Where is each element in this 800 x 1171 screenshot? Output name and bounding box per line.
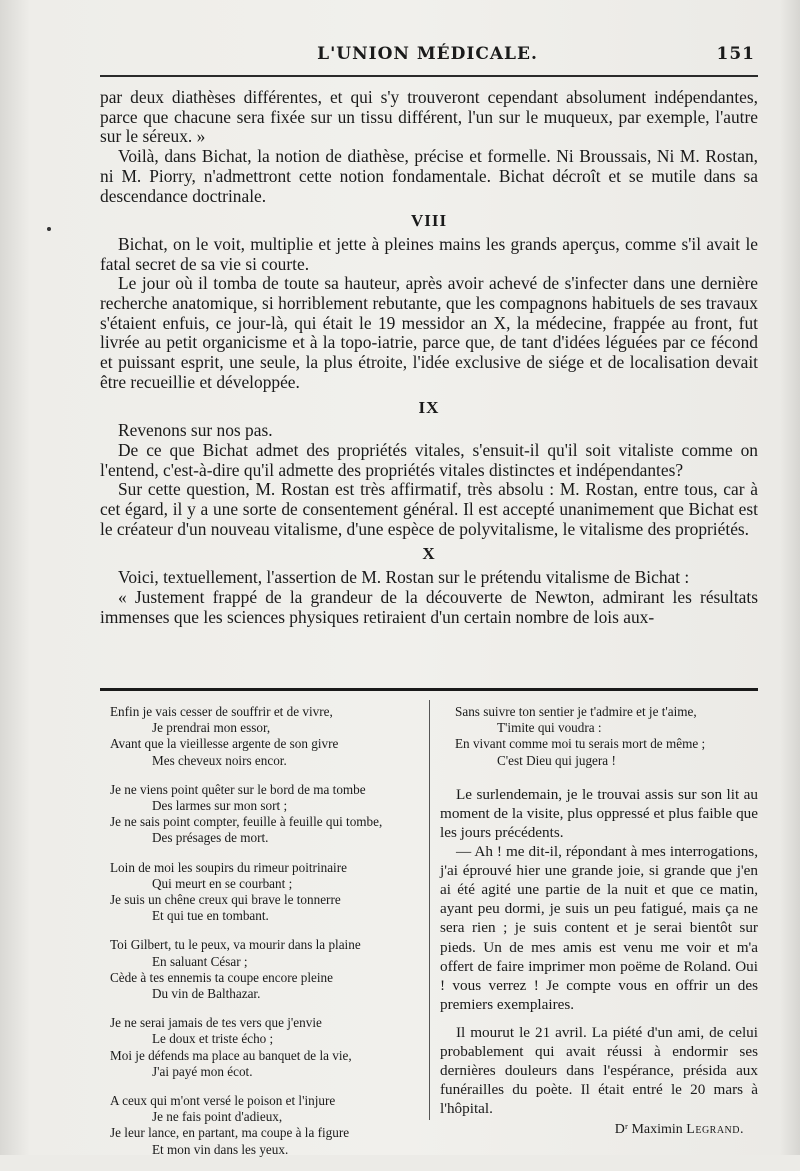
verse-line: En vivant comme moi tu serais mort de même ; (455, 736, 706, 752)
paragraph: Il mourut le 21 avril. La piété d'un ami, de celui probablement qui avait réussi à endormir ses dernières douleurs dans l'espérance, présida aux funérailles du poète. Il était entré le 20 mars à l'hôpital. (440, 1023, 758, 1118)
verse-line: Des présages de mort. (152, 830, 269, 846)
verse-line: T'imite qui voudra : (497, 720, 602, 736)
paragraph: De ce que Bichat admet des propriétés vitales, s'ensuit-il qu'il soit vitaliste comme on l'entend, c'est-à-dire qu'il admette des propriétés vitales distinctes et indépendantes? (100, 439, 758, 480)
verse-line: Je ne serai jamais de tes vers que j'envie (110, 1015, 322, 1031)
section-heading: VIII (410, 211, 448, 231)
verse-line: Le doux et triste écho ; (152, 1031, 274, 1047)
verse-line: Et mon vin dans les yeux. (152, 1141, 289, 1157)
paragraph: Voici, textuellement, l'assertion de M. Rostan sur le prétendu vitalisme de Bichat : (118, 567, 690, 588)
signature-prefix: Dʳ Maximin (614, 1122, 683, 1138)
author-signature (440, 1120, 758, 1139)
verse-line: Qui meurt en se courbant ; (152, 875, 293, 891)
column-divider (429, 700, 430, 1120)
margin-dot (47, 227, 51, 231)
verse-line: Toi Gilbert, tu le peux, va mourir dans la plaine (110, 937, 361, 953)
verse-line: En saluant César ; (152, 953, 248, 969)
poem-left-column (110, 704, 420, 1171)
story-text (440, 785, 758, 1140)
signature-name: Legrand. (686, 1122, 744, 1138)
verse-line: Sans suivre ton sentier je t'admire et je t'aime, (455, 704, 697, 719)
section-heading: X (422, 544, 436, 564)
verse-line: Je prendrai mon essor, (152, 720, 271, 736)
verse-line: Avant que la vieillesse argente de son givre (110, 736, 339, 752)
stanza (110, 860, 420, 925)
header-rule (100, 75, 758, 77)
verse-line: C'est Dieu qui jugera ! (497, 752, 616, 768)
verse-line: Je ne viens point quêter sur le bord de ma tombe (110, 781, 366, 797)
paragraph: Bichat, on le voit, multiplie et jette à pleines mains les grands aperçus, comme s'il avait le fatal secret de sa vie si courte. (100, 233, 758, 274)
verse-line: Je suis un chêne creux qui brave le tonnerre (110, 892, 341, 908)
feuilleton-rule (100, 688, 758, 691)
article-body (100, 88, 758, 627)
verse-line: Des larmes sur mon sort ; (152, 798, 288, 814)
verse-line: Du vin de Balthazar. (152, 986, 261, 1002)
stanza (110, 937, 420, 1002)
stanza (110, 1015, 420, 1080)
paragraph: — Ah ! me dit-il, répondant à mes interrogations, j'ai éprouvé hier une grande joie, si grande que j'en ai été agité une partie de la nuit et que ce matin, ayant peu dormi, je suis un peu fatigué, mais ça ne sera rien ; je suis content et je serai bientôt sur pieds. Un de mes amis est venu me voir et m'a offert de faire imprimer mon poëme de Roland. Oui ! vous verrez ! Je compte vous en offrir un des premiers exemplaires. (440, 843, 758, 1013)
paragraph: Voilà, dans Bichat, la notion de diathèse, précise et formelle. Ni Broussais, Ni M. Rostan, ni M. Piorry, n'admettront cette notion fondamentale. Bichat décroît et se mutile dans sa descendance doctrinale. (100, 146, 758, 206)
verse-line: Je ne sais point compter, feuille à feuille qui tombe, (110, 814, 383, 830)
verse-line: Je ne fais point d'adieux, (152, 1109, 283, 1125)
verse-line: Enfin je vais cesser de souffrir et de vivre, (110, 704, 333, 719)
verse-line: Je leur lance, en partant, ma coupe à la figure (110, 1125, 350, 1141)
paragraph: Le jour où il tomba de toute sa hauteur, après avoir achevé de s'infecter dans une dernière recherche anatomique, si horriblement rebutante, que les compagnons habituels de ses travaux s'étaient enfuis, ce jour-là, qui était le 19 messidor an X, la médecine, frappée au front, fut livrée au petit organicisme et à la topo-iatrie, parce que, de tant d'idées léguées par ce fécond et puissant esprit, une seule, la plus étroite, l'idée exclusive de siége et de localisation devait être recueillie et développée. (100, 273, 758, 392)
verse-line: Moi je défends ma place au banquet de la vie, (110, 1047, 352, 1063)
verse-line: Loin de moi les soupirs du rimeur poitrinaire (110, 859, 347, 875)
verse-line: Mes cheveux noirs encor. (152, 752, 287, 768)
stanza (110, 704, 420, 769)
verse-line: Et qui tue en tombant. (152, 908, 269, 924)
right-column (440, 704, 758, 1140)
paragraph: Le surlendemain, je le trouvai assis sur son lit au moment de la visite, plus oppressé et plus faible que les jours précédents. (440, 785, 758, 841)
verse-line: A ceux qui m'ont versé le poison et l'injure (110, 1093, 336, 1109)
paragraph: « Justement frappé de la grandeur de la découverte de Newton, admirant les résultats immenses que les sciences physiques retiraient d'un certain nombre de lois aux- (100, 586, 758, 627)
paragraph: Sur cette question, M. Rostan est très affirmatif, très absolu : M. Rostan, entre tous, car à cet égard, il y a une sorte de consentement général. Il est accepté unanimement que Bichat est le créateur d'un nouveau vitalisme, d'une espèce de polyvitalisme, le vitalisme des propriétés. (100, 479, 758, 539)
section-heading: IX (418, 397, 440, 417)
paragraph: Revenons sur nos pas. (118, 420, 273, 441)
poem-right-stanza (455, 704, 758, 769)
verse-line: J'ai payé mon écot. (152, 1063, 253, 1079)
stanza (110, 1093, 420, 1158)
page-number: 151 (716, 44, 755, 64)
journal-title: L'UNION MÉDICALE. (317, 44, 538, 64)
verse-line: Cède à tes ennemis ta coupe encore pleine (110, 969, 333, 985)
stanza (110, 782, 420, 847)
paragraph: par deux diathèses différentes, et qui s'y trouveront cependant absolument indépendantes, parce que chacune sera fixée sur un tissu différent, l'un sur le muqueux, par exemple, l'autre sur le séreux. » (100, 87, 758, 147)
